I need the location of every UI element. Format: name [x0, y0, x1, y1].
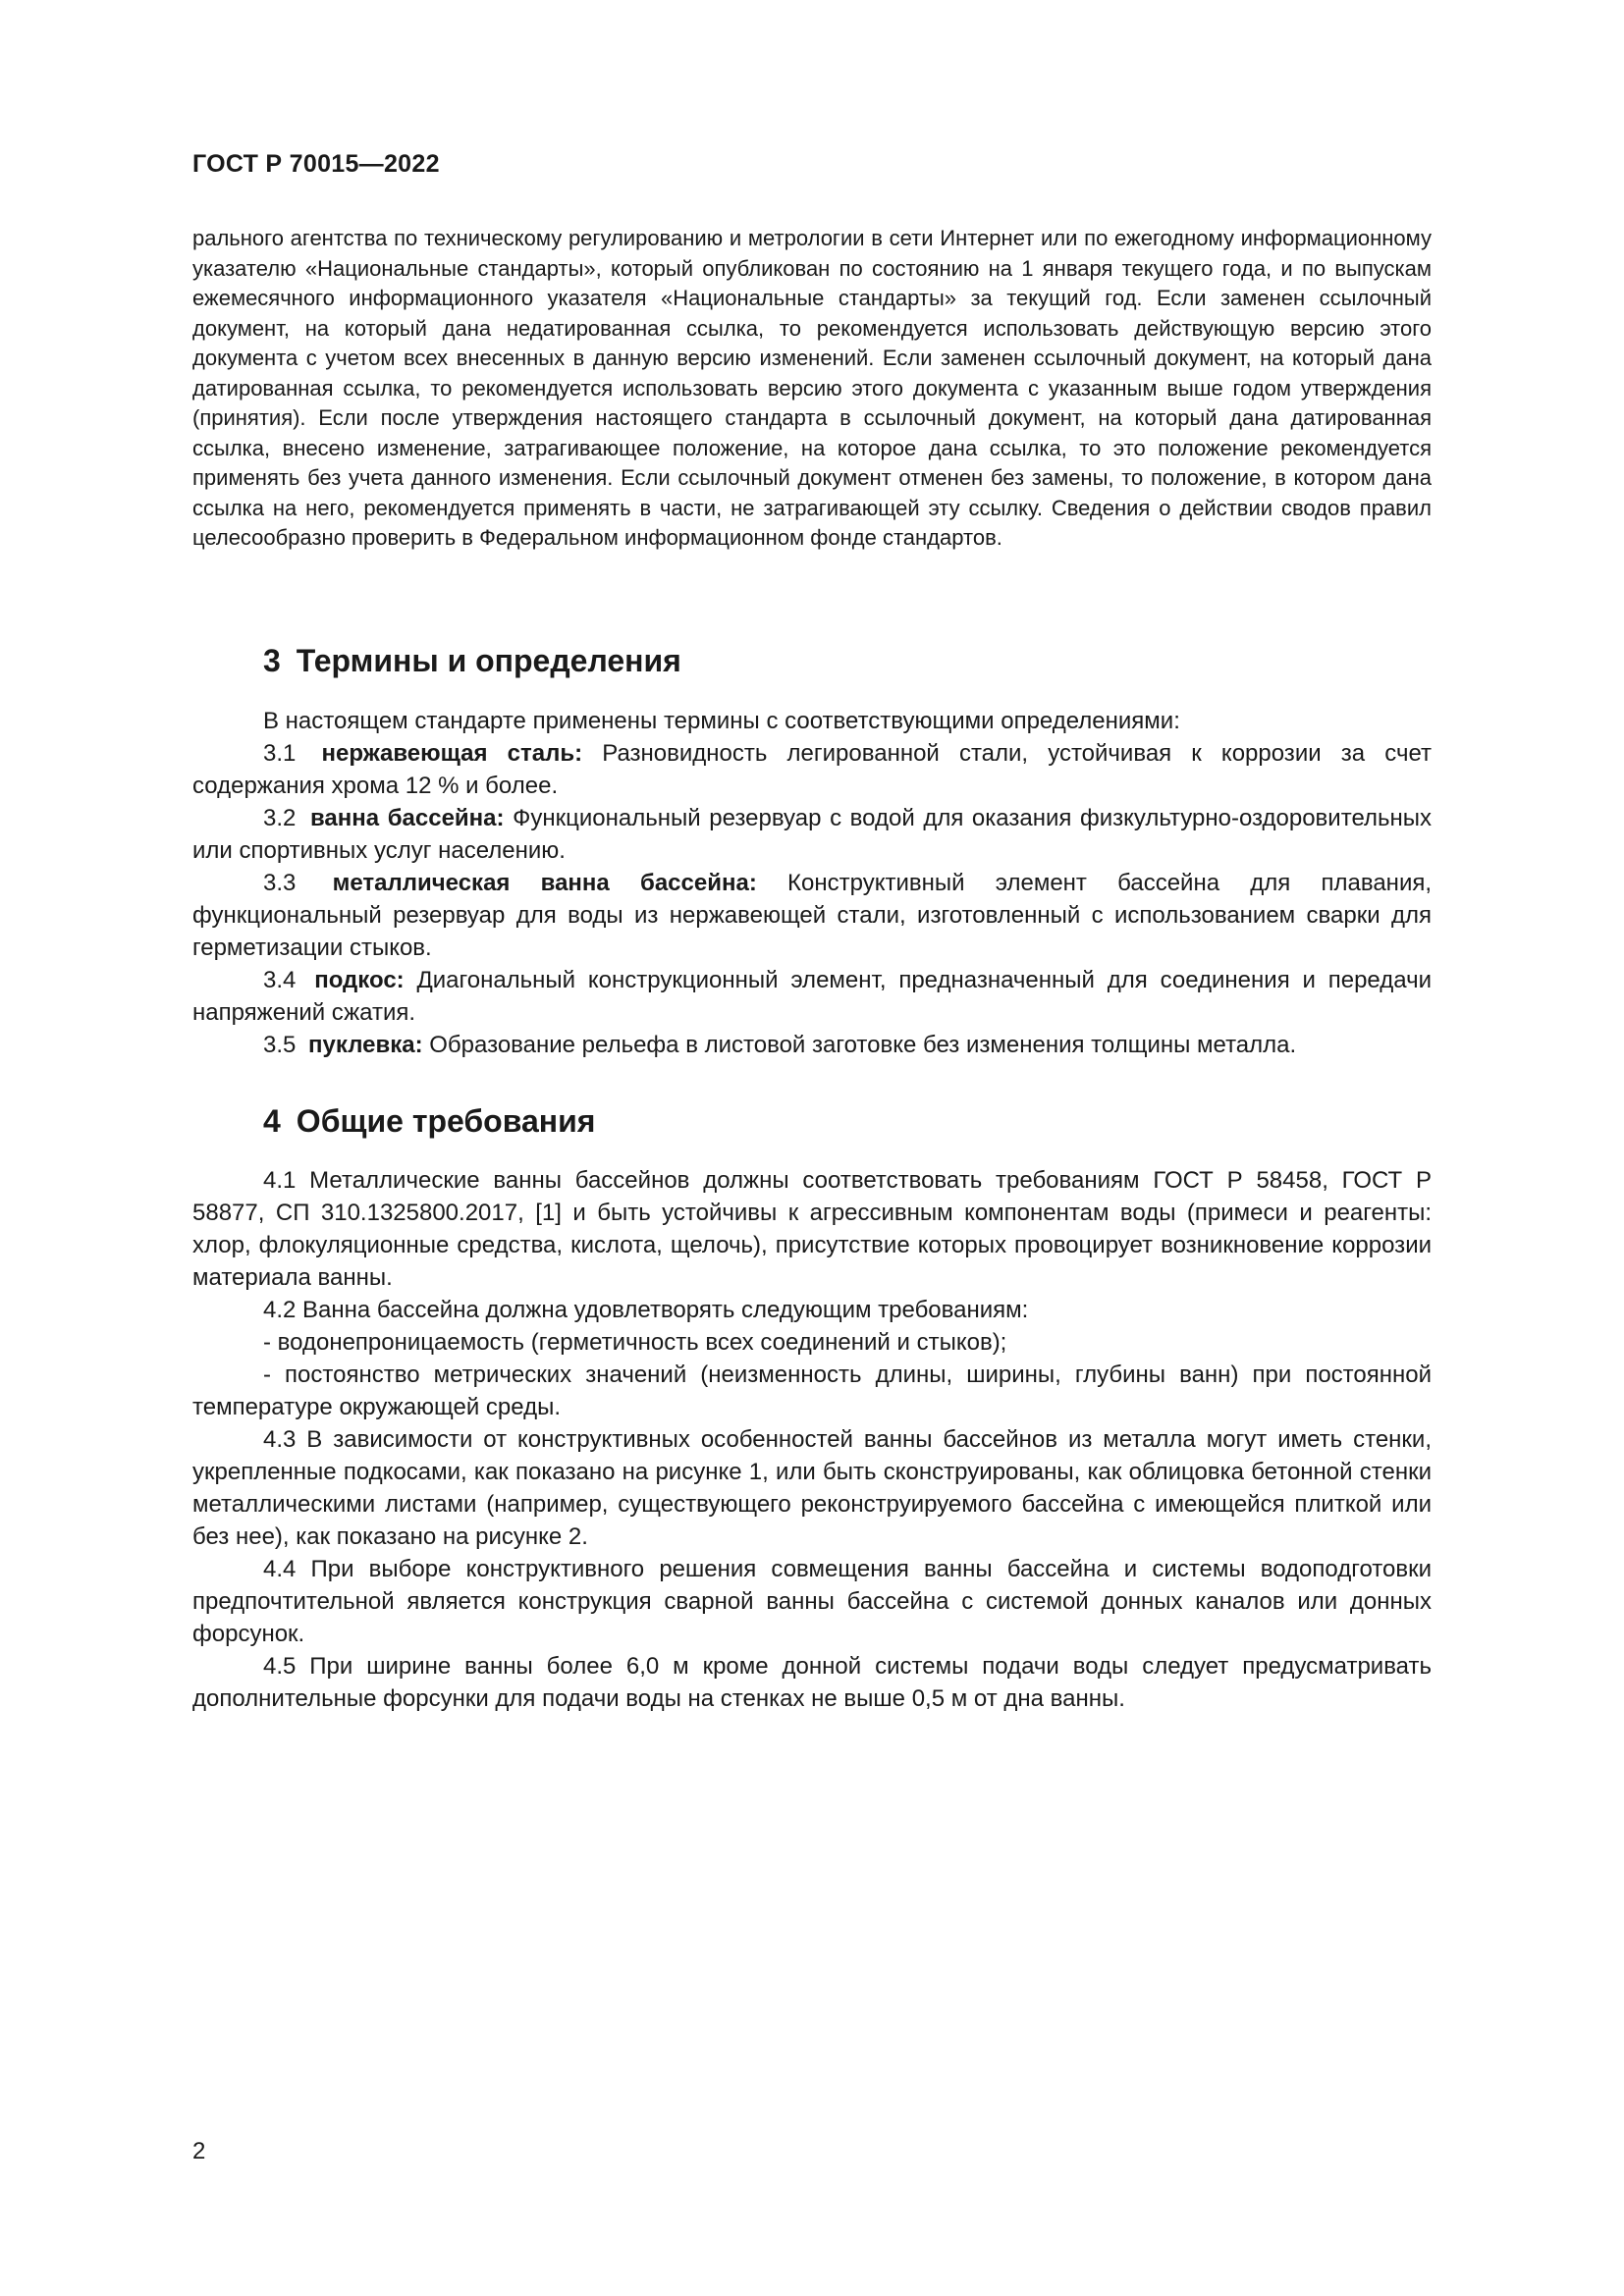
term-name: пуклевка:	[308, 1032, 423, 1058]
section-3-body	[192, 705, 1432, 1061]
term-definition	[192, 867, 1432, 964]
term-number: 3.4	[263, 967, 297, 993]
intro-text-block	[192, 224, 1432, 554]
term-number: 3.5	[263, 1032, 297, 1058]
term-number: 3.3	[263, 870, 297, 896]
section-3-heading	[263, 643, 681, 679]
section-3-lead: В настоящем стандарте применены термины с соответствующими определениями:	[263, 708, 1180, 734]
term-name: нержавеющая сталь:	[321, 740, 583, 767]
section-4-body	[192, 1164, 1432, 1715]
term-definition	[192, 964, 1432, 1029]
requirement-list-item: - постоянство метрических значений (неизменность длины, ширины, глубины ванн) при постоянной температуре окружающей среды.	[192, 1362, 1432, 1420]
clause-4-1: 4.1 Металлические ванны бассейнов должны соответствовать требованиям ГОСТ Р 58458, ГОСТ Р 58877, СП 310.1325800.2017, [1] и быть устойчивы к агрессивным компонентам воды (примеси и реагенты: хлор, флокуляционные средства, кислота, щелочь), присутствие которых провоцирует возникновение коррозии материала ванны.	[192, 1167, 1432, 1291]
section-4-title: Общие требования	[296, 1103, 596, 1139]
requirement-list-item: - водонепроницаемость (герметичность всех соединений и стыков);	[263, 1329, 1007, 1356]
term-name: подкос:	[314, 967, 405, 993]
page-number: 2	[192, 2138, 206, 2164]
term-text: Разновидность легированной стали, устойчивая к коррозии за счет содержания хрома 12 % и более.	[192, 740, 1433, 799]
section-3-number: 3	[263, 643, 281, 678]
term-text: Конструктивный элемент бассейна для плавания, функциональный резервуар для воды из нержавеющей стали, изготовленный с использованием сварки для герметизации стыков.	[192, 870, 1433, 961]
term-definition	[192, 737, 1432, 802]
term-definition	[192, 1029, 1432, 1061]
term-text: Диагональный конструкционный элемент, предназначенный для соединения и передачи напряжений сжатия.	[192, 967, 1432, 1026]
section-4-number: 4	[263, 1103, 281, 1139]
intro-paragraph: рального агентства по техническому регулированию и метрологии в сети Интернет или по ежегодному информационному указателю «Национальные стандарты», который опубликован по состоянию на 1 января текущего года, и по выпускам ежемесячного информационного указателя «Национальные стандарты» за текущий год. Если заменен ссылочный документ, на который дана недатированная ссылка, то рекомендуется использовать действующую версию этого документа с учетом всех внесенных в данную версию изменений. Если заменен ссылочный документ, на который дана датированная ссылка, то рекомендуется использовать версию этого документа с указанным выше годом утверждения (принятия). Если после утверждения настоящего стандарта в ссылочный документ, на который дана датированная ссылка, внесено изменение, затрагивающее положение, на которое дана ссылка, то это положение рекомендуется применять без учета данного изменения. Если ссылочный документ отменен без замены, то положение, в котором дана ссылка на него, рекомендуется применять в части, не затрагивающей эту ссылку. Сведения о действии сводов правил целесообразно проверить в Федеральном информационном фонде стандартов.	[192, 226, 1432, 550]
section-3-title: Термины и определения	[296, 643, 681, 678]
clause-4-2: 4.2 Ванна бассейна должна удовлетворять следующим требованиям:	[263, 1297, 1029, 1323]
term-name: ванна бассейна:	[309, 805, 505, 831]
term-number: 3.1	[263, 740, 297, 767]
clause-4-5: 4.5 При ширине ванны более 6,0 м кроме донной системы подачи воды следует предусматривать дополнительные форсунки для подачи воды на стенках не выше 0,5 м от дна ванны.	[192, 1653, 1432, 1712]
clause-4-4: 4.4 При выборе конструктивного решения совмещения ванны бассейна и системы водоподготовки предпочтительной является конструкция сварной ванны бассейна с системой донных каналов или донных форсунок.	[192, 1556, 1432, 1647]
document-code-header: ГОСТ Р 70015—2022	[192, 150, 440, 178]
section-4-heading	[263, 1103, 595, 1140]
term-name: металлическая ванна бассейна:	[332, 870, 757, 896]
term-definition	[192, 802, 1432, 867]
clause-4-3: 4.3 В зависимости от конструктивных особенностей ванны бассейнов из металла могут иметь стенки, укрепленные подкосами, как показано на рисунке 1, или быть сконструированы, как облицовка бетонной стенки металлическими листами (например, существующего реконструируемого бассейна с имеющейся плиткой или без нее), как показано на рисунке 2.	[192, 1426, 1432, 1550]
term-number: 3.2	[263, 805, 297, 831]
term-text: Образование рельефа в листовой заготовке без изменения толщины металла.	[429, 1032, 1297, 1058]
term-text: Функциональный резервуар с водой для оказания физкультурно-оздоровительных или спортивных услуг населению.	[192, 805, 1433, 864]
